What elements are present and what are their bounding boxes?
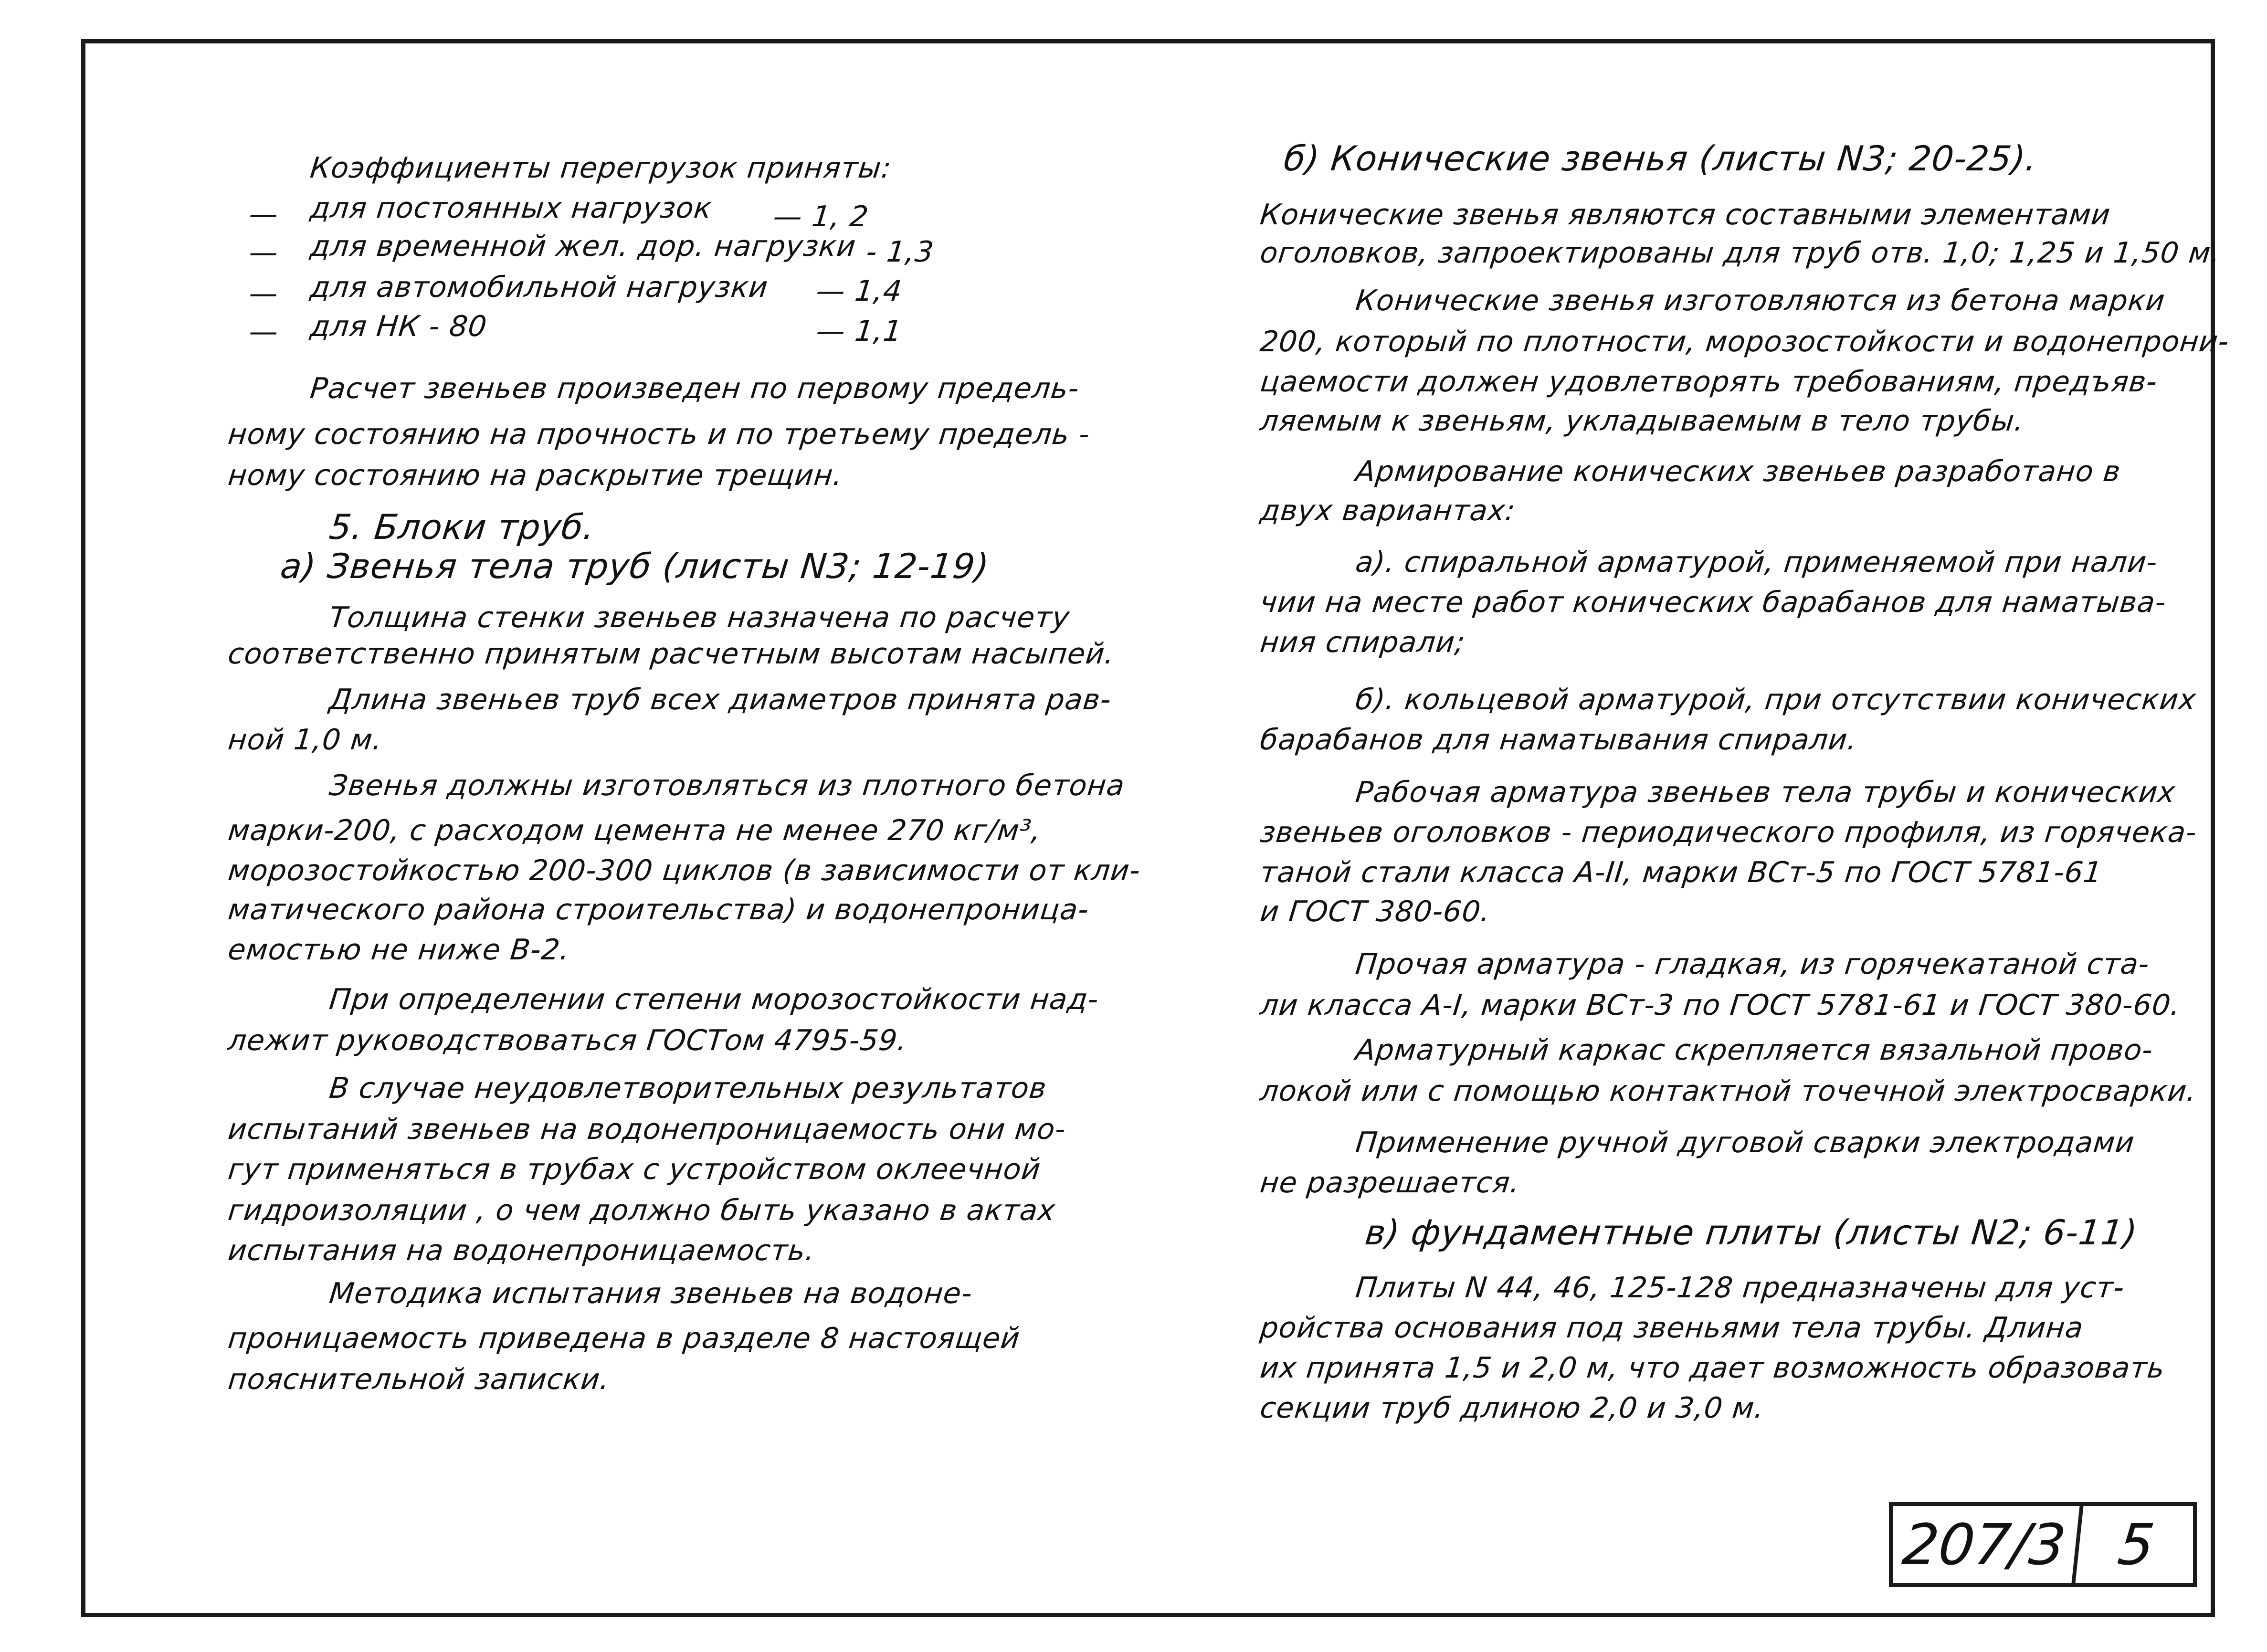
failure-text-line: испытаний звеньев на водонепроницаемость они мо-: [226, 1113, 1068, 1146]
thickness-text-line: соответственно принятым расчетным высотам насыпей.: [226, 637, 1117, 671]
subsection-b-title: б) Конические звенья (листы N3; 20-25).: [1282, 138, 2039, 179]
overload-item-value: — 1,4: [814, 274, 904, 308]
frame-line: Арматурный каркас скрепляется вязальной прово-: [1354, 1033, 2155, 1067]
overload-item-value: — 1, 2: [771, 200, 871, 233]
other-rebar-line: ли класса А-I, марки ВСт-3 по ГОСТ 5781-61 и ГОСТ 380-60.: [1258, 989, 2183, 1022]
arc-welding-line: Применение ручной дуговой сварки электродами: [1354, 1126, 2137, 1159]
conic-concrete-line: ляемым к звеньям, укладываемым в тело трубы.: [1258, 404, 2026, 438]
variant-a-line: чии на месте работ конических барабанов для наматыва-: [1258, 586, 2168, 619]
working-rebar-line: таной стали класса А-II, марки ВСт-5 по ГОСТ 5781-61: [1258, 856, 2104, 889]
method-text-line: проницаемость приведена в разделе 8 настоящей: [226, 1322, 1022, 1355]
reinforcement-line: двух вариантах:: [1258, 494, 1518, 527]
overload-dash: —: [247, 198, 280, 231]
failure-text-line: испытания на водонепроницаемость.: [226, 1234, 817, 1267]
slab-line: их принята 1,5 и 2,0 м, что дает возможность образовать: [1258, 1351, 2167, 1385]
thickness-text-line: Толщина стенки звеньев назначена по расчету: [327, 601, 1072, 634]
working-rebar-line: звеньев оголовков - периодического профиля, из горячека-: [1258, 816, 2199, 849]
drawing-code: 207/3: [1888, 1506, 2083, 1583]
section-title: 5. Блоки труб.: [327, 507, 597, 547]
failure-text-line: гидроизоляции , о чем должно быть указано в актах: [226, 1194, 1057, 1227]
sheet-stamp: [1889, 1502, 2197, 1587]
concrete-text-line: морозостойкостью 200-300 циклов (в зависимости от кли-: [226, 854, 1142, 887]
length-text-line: Длина звеньев труб всех диаметров принята рав-: [327, 683, 1113, 716]
conic-concrete-line: цаемости должен удовлетворять требованиям, предъяв-: [1258, 365, 2159, 399]
calc-text-line: ному состоянию на прочность и по третьему предель -: [226, 418, 1092, 451]
overload-item-label: для НК - 80: [308, 310, 489, 343]
frost-text-line: лежит руководствоваться ГОСТом 4795-59.: [226, 1024, 909, 1057]
arc-welding-line: не разрешается.: [1258, 1166, 1522, 1200]
calc-text-line: ному состоянию на раскрытие трещин.: [226, 459, 845, 492]
frame-line: локой или с помощью контактной точечной электросварки.: [1258, 1074, 2198, 1108]
overload-item-label: для временной жел. дор. нагрузки: [308, 230, 858, 263]
method-text-line: пояснительной записки.: [226, 1363, 612, 1396]
slab-line: секции труб длиною 2,0 и 3,0 м.: [1258, 1391, 1766, 1425]
concrete-text-line: матического района строительства) и водонепроница-: [226, 893, 1091, 926]
variant-b-line: б). кольцевой арматурой, при отсутствии конических: [1354, 683, 2198, 716]
method-text-line: Методика испытания звеньев на водоне-: [327, 1277, 974, 1310]
subsection-c-title: в) фундаментные плиты (листы N2; 6-11): [1363, 1212, 2140, 1252]
failure-text-line: В случае неудовлетворительных результатов: [327, 1072, 1049, 1105]
overload-dash: —: [247, 277, 280, 310]
working-rebar-line: и ГОСТ 380-60.: [1258, 895, 1492, 928]
subsection-a-title: а) Звенья тела труб (листы N3; 12-19): [278, 546, 991, 586]
reinforcement-line: Армирование конических звеньев разработано в: [1354, 455, 2123, 488]
overload-item-label: для автомобильной нагрузки: [308, 271, 770, 304]
concrete-text-line: емостью не ниже В-2.: [226, 933, 571, 967]
conic-concrete-line: 200, который по плотности, морозостойкости и водонепрони-: [1258, 325, 2231, 358]
failure-text-line: гут применяться в трубах с устройством оклеечной: [226, 1153, 1043, 1186]
working-rebar-line: Рабочая арматура звеньев тела трубы и конических: [1354, 776, 2177, 809]
overload-dash: —: [247, 236, 280, 269]
overload-item-label: для постоянных нагрузок: [308, 191, 714, 225]
calc-text-line: Расчет звеньев произведен по первому предель-: [308, 372, 1081, 405]
conic-concrete-line: Конические звенья изготовляются из бетона марки: [1354, 284, 2167, 317]
conic-intro-line: оголовков, запроектированы для труб отв. 1,0; 1,25 и 1,50 м.: [1258, 236, 2223, 270]
page-number: 5: [2115, 1512, 2158, 1578]
length-text-line: ной 1,0 м.: [226, 723, 384, 757]
slab-line: ройства основания под звеньями тела трубы. Длина: [1258, 1311, 2085, 1345]
overload-item-value: — 1,1: [814, 315, 904, 348]
concrete-text-line: Звенья должны изготовляться из плотного бетона: [327, 769, 1127, 802]
variant-a-line: ния спирали;: [1258, 626, 1467, 659]
concrete-text-line: марки-200, с расходом цемента не менее 270 кг/м³,: [226, 814, 1043, 847]
frost-text-line: При определении степени морозостойкости над-: [327, 983, 1101, 1016]
variant-a-line: а). спиральной арматурой, применяемой при нали-: [1354, 546, 2160, 579]
slab-line: Плиты N 44, 46, 125-128 предназначены для уст-: [1354, 1271, 2126, 1305]
overload-header: Коэффициенты перегрузок приняты:: [308, 151, 894, 185]
variant-b-line: барабанов для наматывания спирали.: [1258, 723, 1859, 757]
overload-item-value: - 1,3: [865, 235, 936, 269]
other-rebar-line: Прочая арматура - гладкая, из горячекатаной ста-: [1354, 947, 2151, 981]
conic-intro-line: Конические звенья являются составными элементами: [1258, 198, 2112, 231]
overload-dash: —: [247, 315, 280, 348]
